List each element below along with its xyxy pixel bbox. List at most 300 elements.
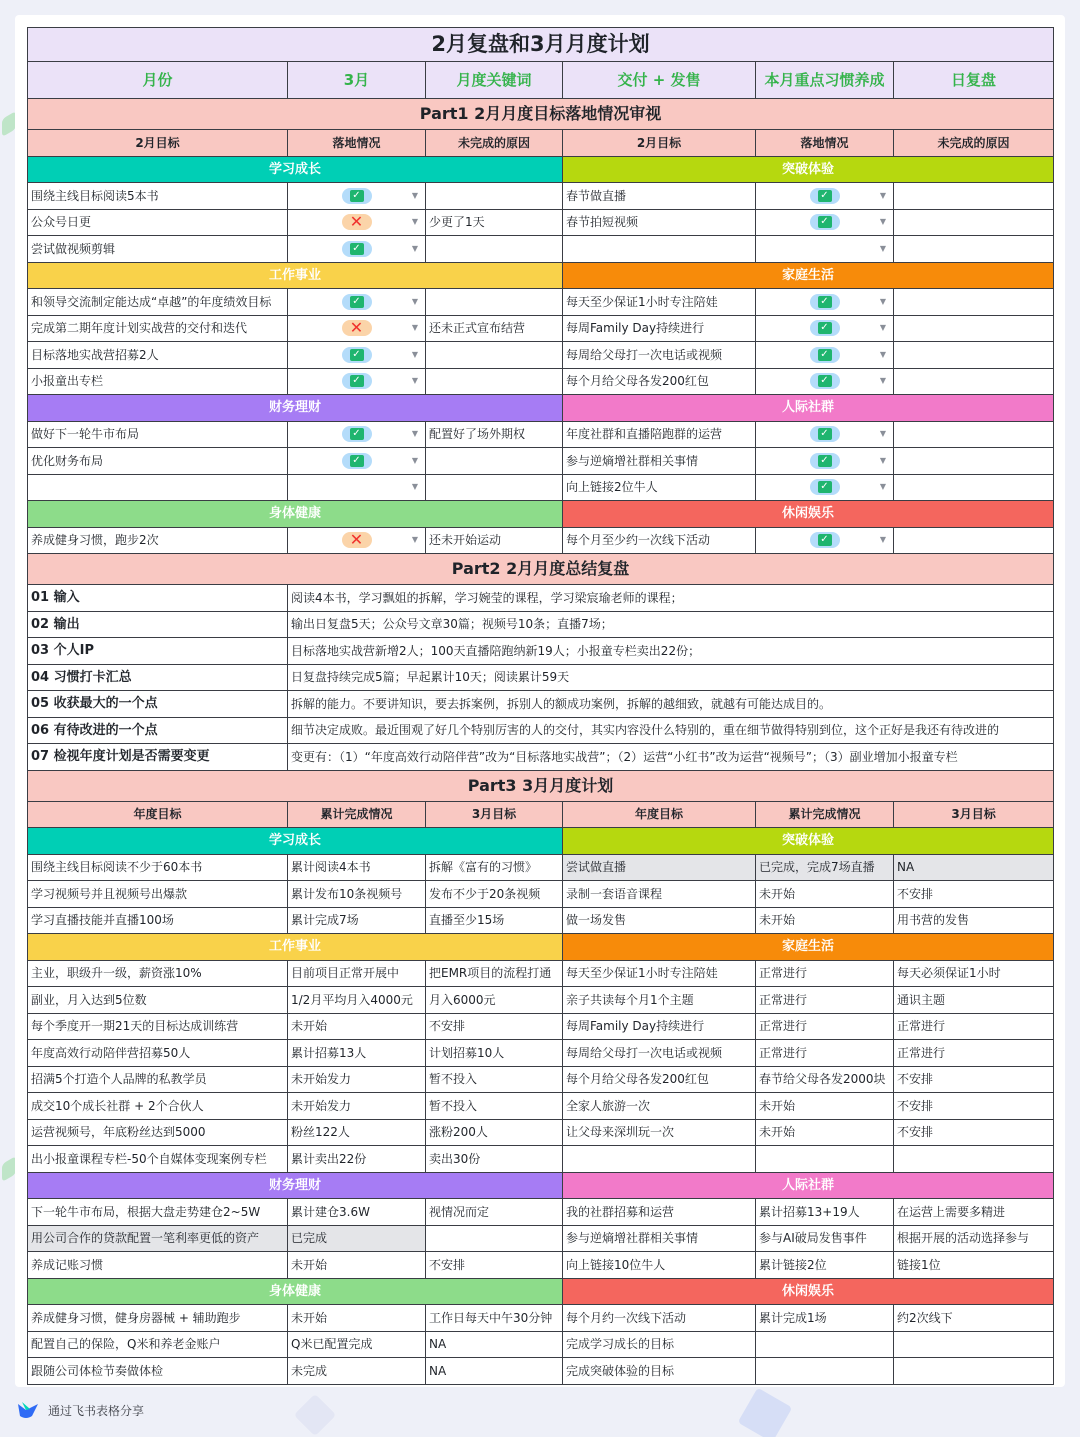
category-header: 突破体验 [563,828,1054,855]
header-cell: 月份 [28,62,288,99]
status-select[interactable] [288,474,426,501]
plan-cell: 不安排 [426,1252,563,1279]
dropdown-arrow-icon[interactable]: ▼ [411,455,418,465]
column-header: 3月目标 [426,801,563,828]
table-row [28,770,1054,801]
table-row [28,262,1054,289]
table-row [28,1305,1054,1332]
plan-cell: 副业，月入达到5位数 [28,987,288,1014]
status-select[interactable] [288,342,426,369]
status-pill [810,426,840,442]
reason-cell [894,448,1054,475]
check-icon: ✓ [818,349,832,361]
goal-cell: 小报童出专栏 [28,368,288,395]
table-row [28,907,1054,934]
plan-cell: 在运营上需要多精进 [894,1199,1054,1226]
status-select[interactable] [288,236,426,263]
plan-cell: 完成突破体验的目标 [563,1358,756,1385]
plan-cell: 累计阅读4本书 [288,854,426,881]
reason-cell [894,289,1054,316]
goal-cell: 优化财务布局 [28,448,288,475]
plan-cell: 把EMR项目的流程打通 [426,960,563,987]
status-pill [810,320,840,336]
goal-cell: 每个月至少约一次线下活动 [563,527,756,554]
summary-value: 输出日复盘5天；公众号文章30篇；视频号10条；直播7场； [288,611,1054,638]
table-row [28,289,1054,316]
goal-cell: 做好下一轮牛市布局 [28,421,288,448]
table-row [28,1331,1054,1358]
column-header: 2月目标 [28,130,288,157]
column-header: 累计完成情况 [288,801,426,828]
table-row [28,527,1054,554]
plan-table [27,27,1054,1385]
status-pill [810,453,840,469]
cross-icon: ✕ [349,530,364,550]
plan-cell: 拆解《富有的习惯》 [426,854,563,881]
plan-cell [563,1146,756,1173]
table-row [28,315,1054,342]
plan-cell: 每天必须保证1小时 [894,960,1054,987]
plan-cell: 正常进行 [756,987,894,1014]
dropdown-arrow-icon[interactable]: ▼ [879,296,886,306]
dropdown-arrow-icon[interactable]: ▼ [411,296,418,306]
plan-cell: 累计完成1场 [756,1305,894,1332]
dropdown-arrow-icon[interactable]: ▼ [879,482,886,492]
table-row [28,987,1054,1014]
table-row [28,1358,1054,1385]
check-icon: ✓ [350,243,364,255]
reason-cell [894,209,1054,236]
status-select[interactable] [288,527,426,554]
reason-cell [426,183,563,210]
table-row [28,501,1054,528]
reason-cell [426,342,563,369]
dropdown-arrow-icon[interactable]: ▼ [879,535,886,545]
table-row [28,368,1054,395]
reason-cell [894,236,1054,263]
part3-title: Part3 3月月度计划 [28,770,1054,801]
table-row [28,1172,1054,1199]
table-row [28,156,1054,183]
table-row [28,1040,1054,1067]
check-icon: ✓ [818,322,832,334]
status-select[interactable] [288,209,426,236]
check-icon: ✓ [818,534,832,546]
status-select[interactable] [756,315,894,342]
reason-cell [894,342,1054,369]
footer [16,1400,144,1420]
plan-cell: 约2次线下 [894,1305,1054,1332]
plan-cell: 未开始 [756,1119,894,1146]
goal-cell: 每周Family Day持续进行 [563,315,756,342]
dropdown-arrow-icon[interactable]: ▼ [879,349,886,359]
reason-cell [894,421,1054,448]
plan-cell: 链接1位 [894,1252,1054,1279]
status-pill [342,426,372,442]
table-row [28,421,1054,448]
plan-cell: 不安排 [894,1066,1054,1093]
table-row [28,1119,1054,1146]
plan-cell: 累计发布10条视频号 [288,881,426,908]
status-pill [810,373,840,389]
check-icon: ✓ [818,455,832,467]
status-select[interactable] [756,474,894,501]
reason-cell: 还未开始运动 [426,527,563,554]
reason-cell [894,368,1054,395]
plan-cell: 目前项目正常开展中 [288,960,426,987]
reason-cell [894,183,1054,210]
dropdown-arrow-icon[interactable]: ▼ [879,376,886,386]
status-select[interactable] [288,289,426,316]
goal-cell: 完成第二期年度计划实战营的交付和迭代 [28,315,288,342]
status-select[interactable] [288,183,426,210]
check-icon: ✓ [818,296,832,308]
status-select[interactable] [756,342,894,369]
column-header: 3月目标 [894,801,1054,828]
plan-cell: 不安排 [894,881,1054,908]
table-row [28,1225,1054,1252]
check-icon: ✓ [818,375,832,387]
plan-cell: 学习直播技能并直播100场 [28,907,288,934]
reason-cell: 配置好了场外期权 [426,421,563,448]
dropdown-arrow-icon[interactable]: ▼ [879,217,886,227]
summary-label: 02 输出 [28,611,288,638]
plan-cell: 月入6000元 [426,987,563,1014]
category-header: 身体健康 [28,1278,563,1305]
plan-cell: 用公司合作的贷款配置一笔利率更低的资产 [28,1225,288,1252]
plan-cell: 正常进行 [756,1040,894,1067]
table-row [28,395,1054,422]
plan-cell: 养成健身习惯，健身房器械 + 辅助跑步 [28,1305,288,1332]
status-select[interactable] [756,368,894,395]
goal-cell: 每周给父母打一次电话或视频 [563,342,756,369]
plan-cell: 每个月给父母各发200红包 [563,1066,756,1093]
plan-cell: 不安排 [426,1013,563,1040]
plan-cell: 正常进行 [756,1013,894,1040]
check-icon: ✓ [350,428,364,440]
status-select[interactable] [288,315,426,342]
plan-cell: 每个季度开一期21天的目标达成训练营 [28,1013,288,1040]
reason-cell [426,289,563,316]
table-row [28,183,1054,210]
plan-cell: 全家人旅游一次 [563,1093,756,1120]
plan-cell [756,1146,894,1173]
goal-cell: 目标落地实战营招募2人 [28,342,288,369]
table-row [28,1066,1054,1093]
plan-cell: NA [894,854,1054,881]
background-decoration [2,1156,16,1182]
check-icon: ✓ [350,349,364,361]
plan-cell: 正常进行 [894,1040,1054,1067]
summary-value: 拆解的能力。不要讲知识，要去拆案例，拆别人的额成功案例，拆解的越细致，就越有可能达成目的。 [288,691,1054,718]
reason-cell [426,474,563,501]
dropdown-arrow-icon[interactable]: ▼ [879,323,886,333]
category-header: 身体健康 [28,501,563,528]
status-pill [342,347,372,363]
check-icon: ✓ [350,375,364,387]
dropdown-arrow-icon[interactable]: ▼ [411,243,418,253]
part2-title: Part2 2月月度总结复盘 [28,554,1054,585]
table-row [28,28,1054,62]
goal-cell: 每个月给父母各发200红包 [563,368,756,395]
table-row [28,130,1054,157]
column-header: 落地情况 [756,130,894,157]
goal-cell: 和领导交流制定能达成“卓越”的年度绩效目标 [28,289,288,316]
plan-cell: 累计卖出22份 [288,1146,426,1173]
plan-cell: 发布不少于20条视频 [426,881,563,908]
plan-cell: 学习视频号并且视频号出爆款 [28,881,288,908]
goal-cell [28,474,288,501]
plan-cell: 计划招募10人 [426,1040,563,1067]
column-header: 年度目标 [28,801,288,828]
header-cell: 月度关键词 [426,62,563,99]
status-pill [810,294,840,310]
dropdown-arrow-icon[interactable]: ▼ [411,323,418,333]
plan-cell: 正常进行 [756,960,894,987]
plan-cell: 用书营的发售 [894,907,1054,934]
summary-label: 07 检视年度计划是否需要变更 [28,744,288,771]
plan-cell: NA [426,1331,563,1358]
plan-cell: 累计链接2位 [756,1252,894,1279]
plan-cell: 粉丝122人 [288,1119,426,1146]
status-pill [342,320,372,336]
dropdown-arrow-icon[interactable]: ▼ [411,535,418,545]
dropdown-arrow-icon[interactable]: ▼ [411,482,418,492]
plan-cell: 我的社群招募和运营 [563,1199,756,1226]
plan-cell: 工作日每天中午30分钟 [426,1305,563,1332]
category-header: 学习成长 [28,828,563,855]
plan-cell: 参与逆熵增社群相关事情 [563,1225,756,1252]
table-row [28,1146,1054,1173]
dropdown-arrow-icon[interactable]: ▼ [879,190,886,200]
status-select[interactable] [756,448,894,475]
table-row [28,474,1054,501]
plan-cell: 春节给父母各发2000块 [756,1066,894,1093]
category-header: 财务理财 [28,395,563,422]
table-row [28,744,1054,771]
check-icon: ✓ [818,190,832,202]
reason-cell [894,474,1054,501]
status-select[interactable] [288,448,426,475]
plan-cell: 参与AI破局发售事件 [756,1225,894,1252]
dropdown-arrow-icon[interactable]: ▼ [411,349,418,359]
plan-cell: 每个月约一次线下活动 [563,1305,756,1332]
plan-cell: 未开始 [288,1252,426,1279]
table-row [28,209,1054,236]
table-row [28,717,1054,744]
plan-cell: 卖出30份 [426,1146,563,1173]
reason-cell [894,527,1054,554]
status-select[interactable] [756,527,894,554]
plan-cell [756,1331,894,1358]
plan-cell: 直播至少15场 [426,907,563,934]
dropdown-arrow-icon[interactable]: ▼ [879,429,886,439]
plan-cell: 正常进行 [894,1013,1054,1040]
status-pill [342,453,372,469]
plan-cell [756,1358,894,1385]
plan-cell: 未完成 [288,1358,426,1385]
cross-icon: ✕ [349,318,364,338]
plan-cell: 录制一套语音课程 [563,881,756,908]
reason-cell [426,368,563,395]
plan-cell: 未开始 [756,881,894,908]
plan-cell: 未开始 [288,1305,426,1332]
status-pill [810,347,840,363]
summary-value: 日复盘持续完成5篇；早起累计10天；阅读累计59天 [288,664,1054,691]
table-row [28,960,1054,987]
plan-cell: 每天至少保证1小时专注陪娃 [563,960,756,987]
check-icon: ✓ [818,428,832,440]
table-row [28,554,1054,585]
plan-cell: 尝试做直播 [563,854,756,881]
plan-cell: 未开始 [288,1013,426,1040]
plan-cell: 累计招募13+19人 [756,1199,894,1226]
category-header: 家庭生活 [563,934,1054,961]
status-pill [810,214,840,230]
header-cell: 交付 + 发售 [563,62,756,99]
category-header: 财务理财 [28,1172,563,1199]
table-row [28,854,1054,881]
table-row [28,664,1054,691]
column-header: 年度目标 [563,801,756,828]
check-icon: ✓ [350,190,364,202]
category-header: 工作事业 [28,262,563,289]
plan-cell [894,1358,1054,1385]
summary-value: 目标落地实战营新增2人；100天直播陪跑纳新19人；小报童专栏卖出22份； [288,638,1054,665]
plan-cell: 不安排 [894,1093,1054,1120]
plan-cell: 不安排 [894,1119,1054,1146]
dropdown-arrow-icon[interactable]: ▼ [411,217,418,227]
plan-cell: 暂不投入 [426,1093,563,1120]
table-row [28,801,1054,828]
table-row [28,934,1054,961]
plan-cell: 涨粉200人 [426,1119,563,1146]
plan-cell [894,1331,1054,1358]
dropdown-arrow-icon[interactable]: ▼ [879,455,886,465]
table-row [28,1093,1054,1120]
summary-label: 04 习惯打卡汇总 [28,664,288,691]
status-select[interactable] [756,236,894,263]
dropdown-arrow-icon[interactable]: ▼ [411,376,418,386]
plan-cell: 成交10个成长社群 + 2个合伙人 [28,1093,288,1120]
goal-cell: 参与逆熵增社群相关事情 [563,448,756,475]
category-header: 工作事业 [28,934,563,961]
dropdown-arrow-icon[interactable]: ▼ [411,190,418,200]
status-pill [342,373,372,389]
background-decoration [738,1388,793,1437]
status-select[interactable] [756,183,894,210]
header-cell: 本月重点习惯养成 [756,62,894,99]
plan-cell: 完成学习成长的目标 [563,1331,756,1358]
dropdown-arrow-icon[interactable]: ▼ [879,243,886,253]
plan-cell: 做一场发售 [563,907,756,934]
plan-cell: 每周给父母打一次电话或视频 [563,1040,756,1067]
category-header: 学习成长 [28,156,563,183]
goal-cell: 年度社群和直播陪跑群的运营 [563,421,756,448]
plan-cell: NA [426,1358,563,1385]
status-select[interactable] [288,368,426,395]
summary-value: 细节决定成败。最近围观了好几个特别厉害的人的交付，其实内容没什么特别的，重在细节做得特别到位，这个正好是我还有待改进的 [288,717,1054,744]
status-pill [342,214,372,230]
cross-icon: ✕ [349,212,364,232]
plan-cell: 围绕主线目标阅读不少于60本书 [28,854,288,881]
status-pill [810,188,840,204]
page-title: 2月复盘和3月月度计划 [28,28,1054,62]
column-header: 落地情况 [288,130,426,157]
status-select[interactable] [756,209,894,236]
table-row [28,1252,1054,1279]
summary-label: 01 输入 [28,585,288,612]
status-select[interactable] [288,421,426,448]
plan-cell: 视情况而定 [426,1199,563,1226]
plan-cell: 未开始 [756,907,894,934]
footer-text: 通过飞书表格分享 [48,1403,145,1418]
plan-cell: Q米已配置完成 [288,1331,426,1358]
plan-cell: 跟随公司体检节奏做体检 [28,1358,288,1385]
plan-cell: 已完成，完成7场直播 [756,854,894,881]
plan-cell [894,1146,1054,1173]
plan-cell: 运营视频号，年底粉丝达到5000 [28,1119,288,1146]
plan-cell: 配置自己的保险，Q米和养老金账户 [28,1331,288,1358]
check-icon: ✓ [350,455,364,467]
goal-cell: 春节做直播 [563,183,756,210]
reason-cell: 还未正式宣布结营 [426,315,563,342]
plan-cell: 已完成 [288,1225,426,1252]
table-row [28,638,1054,665]
category-header: 突破体验 [563,156,1054,183]
plan-cell: 出小报童课程专栏-50个自媒体变现案例专栏 [28,1146,288,1173]
plan-cell: 主业，职级升一级，薪资涨10% [28,960,288,987]
status-select[interactable] [756,289,894,316]
goal-cell: 向上链接2位牛人 [563,474,756,501]
plan-cell: 未开始 [756,1093,894,1120]
plan-cell: 根据开展的活动选择参与 [894,1225,1054,1252]
column-header: 2月目标 [563,130,756,157]
goal-cell: 养成健身习惯，跑步2次 [28,527,288,554]
goal-cell: 公众号日更 [28,209,288,236]
status-pill [342,294,372,310]
dropdown-arrow-icon[interactable]: ▼ [411,429,418,439]
table-row [28,585,1054,612]
reason-cell: 少更了1天 [426,209,563,236]
table-row [28,1199,1054,1226]
goal-cell: 春节拍短视频 [563,209,756,236]
table-row [28,1013,1054,1040]
header-cell: 日复盘 [894,62,1054,99]
status-pill [342,532,372,548]
status-pill [810,532,840,548]
category-header: 人际社群 [563,1172,1054,1199]
plan-cell: 通识主题 [894,987,1054,1014]
status-select[interactable] [756,421,894,448]
check-icon: ✓ [818,216,832,228]
background-decoration [294,1394,336,1436]
category-header: 人际社群 [563,395,1054,422]
plan-cell: 招满5个打造个人品牌的私教学员 [28,1066,288,1093]
plan-cell: 未开始发力 [288,1066,426,1093]
plan-cell: 累计完成7场 [288,907,426,934]
summary-value: 变更有：（1）“年度高效行动陪伴营”改为“目标落地实战营”；（2）运营“小红书”改为运营“视频号”；（3）副业增加小报童专栏 [288,744,1054,771]
plan-cell: 1/2月平均月入4000元 [288,987,426,1014]
table-row [28,99,1054,130]
plan-cell: 年度高效行动陪伴营招募50人 [28,1040,288,1067]
category-header: 休闲娱乐 [563,501,1054,528]
reason-cell [426,448,563,475]
column-header: 未完成的原因 [426,130,563,157]
table-row [28,881,1054,908]
table-row [28,342,1054,369]
header-cell: 3月 [288,62,426,99]
